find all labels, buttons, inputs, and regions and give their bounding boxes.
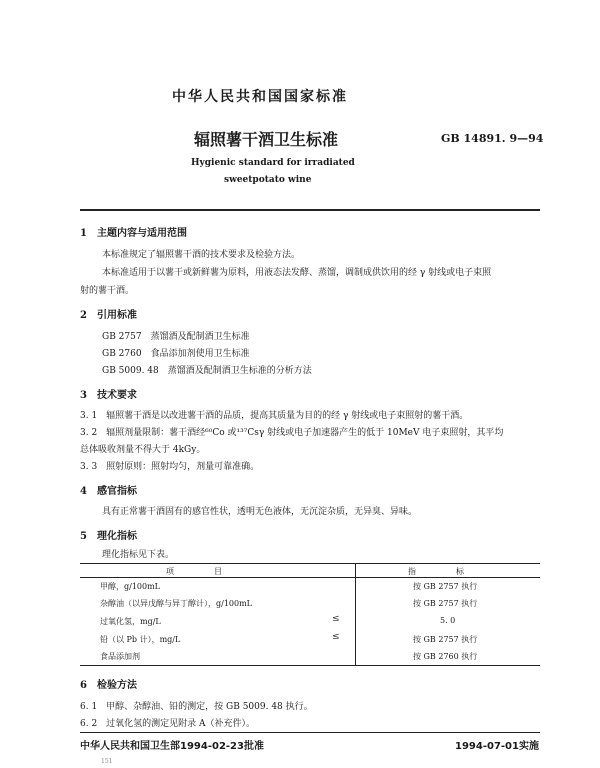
section-5-intro: 理化指标见下表。 xyxy=(102,550,175,560)
table-cell-value: 按 GB 2757 执行 xyxy=(413,582,478,591)
table-header-index: 指 标 xyxy=(408,567,464,576)
clause-6-1: 6. 1 甲醇、杂醇油、铅的测定，按 GB 5009. 48 执行。 xyxy=(80,702,313,712)
table-cell-symbol: ≤ xyxy=(332,614,340,624)
table-header-item: 项 目 xyxy=(166,567,222,576)
english-title-line2: sweetpotato wine xyxy=(224,175,312,185)
table-cell-value: 5. 0 xyxy=(440,616,456,625)
section-1-heading: 1 主题内容与适用范围 xyxy=(80,228,187,239)
clause-3-2: 3. 2 辐照剂量限制：薯干酒经⁶⁰Co 或¹³⁷Csγ 射线或电子加速器产生的低于 10MeV 电子束照射，其平均 xyxy=(80,428,504,438)
table-bottom-rule xyxy=(80,665,540,666)
approval-line: 中华人民共和国卫生部1994-02-23批准 xyxy=(80,741,264,752)
clause-3-3: 3. 3 照射原则：照射均匀，剂量可靠准确。 xyxy=(80,462,260,472)
table-cell-value: 按 GB 2757 执行 xyxy=(413,599,478,608)
reference-gb5009: GB 5009. 48 蒸馏酒及配制酒卫生标准的分析方法 xyxy=(102,366,312,376)
reference-gb2757: GB 2757 蒸馏酒及配制酒卫生标准 xyxy=(102,332,250,342)
clause-3-1: 3. 1 辐照薯干酒是以改进薯干酒的品质，提高其质量为目的的经 γ 射线或电子束照射的薯干酒。 xyxy=(80,411,469,421)
table-cell-item: 食品添加剂 xyxy=(100,652,140,661)
page-number: 151 xyxy=(101,758,113,765)
table-cell-value: 按 GB 2760 执行 xyxy=(413,652,478,661)
standard-code: GB 14891. 9—94 xyxy=(441,132,544,145)
section-3-heading: 3 技术要求 xyxy=(80,390,137,401)
table-top-rule xyxy=(80,563,540,564)
section-4-para: 具有正常薯干酒固有的感官性状，透明无色液体，无沉淀杂质，无异臭、异味。 xyxy=(102,507,418,517)
clause-6-2: 6. 2 过氧化氢的测定见附录 A（补充件）。 xyxy=(80,719,256,729)
document-title: 辐照薯干酒卫生标准 xyxy=(194,130,339,149)
section-1-para-2: 本标准适用于以薯干或新鲜薯为原料，用液态法发酵、蒸馏，调制成供饮用的经 γ 射线或电子束照 xyxy=(102,268,492,278)
section-1-para-1: 本标准规定了辐照薯干酒的技术要求及检验方法。 xyxy=(102,250,301,260)
reference-gb2760: GB 2760 食品添加剂使用卫生标准 xyxy=(102,349,250,359)
table-cell-item: 过氧化氢，mg/L xyxy=(100,617,161,626)
table-cell-symbol: ≤ xyxy=(332,632,340,642)
table-column-divider xyxy=(355,563,356,665)
implementation-date: 1994-07-01实施 xyxy=(455,741,539,752)
table-header-rule xyxy=(80,577,540,578)
table-cell-item: 杂醇油（以异戊醇与异丁醇计），g/100mL xyxy=(100,599,252,608)
section-2-heading: 2 引用标准 xyxy=(80,310,137,321)
table-cell-item: 甲醇，g/100mL xyxy=(100,582,160,591)
english-title-line1: Hygienic standard for irradiated xyxy=(191,158,355,168)
table-cell-value: 按 GB 2757 执行 xyxy=(413,635,478,644)
footer-divider xyxy=(80,732,540,733)
section-4-heading: 4 感官指标 xyxy=(80,486,137,497)
title-divider xyxy=(80,209,540,211)
table-cell-item: 铅（以 Pb 计），mg/L xyxy=(100,635,181,644)
section-5-heading: 5 理化指标 xyxy=(80,531,137,542)
clause-3-2-cont: 总体吸收剂量不得大于 4kGy。 xyxy=(80,445,206,455)
section-1-para-3: 射的薯干酒。 xyxy=(80,286,135,296)
national-standard-header: 中华人民共和国国家标准 xyxy=(172,89,348,105)
section-6-heading: 6 检验方法 xyxy=(80,680,137,691)
